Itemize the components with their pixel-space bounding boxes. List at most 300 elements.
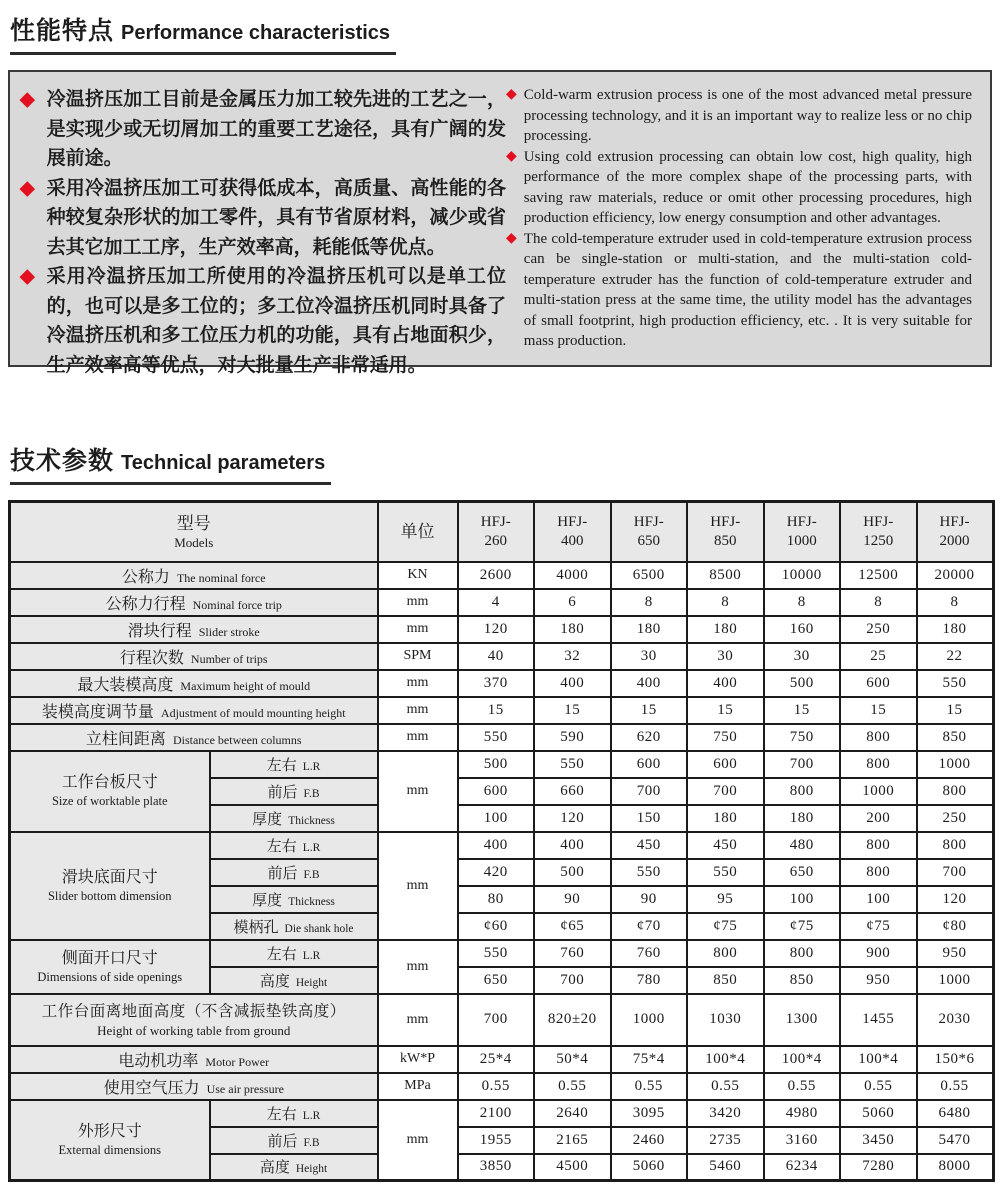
table-header-row bbox=[10, 502, 994, 562]
section-title-parameters bbox=[0, 430, 1000, 485]
feature-text: Cold-warm extrusion process is one of the most advanced metal pressure processing technology, and it is an important way to realize less or no chip processing. bbox=[523, 87, 972, 144]
page-title bbox=[10, 10, 396, 55]
table-row bbox=[10, 562, 994, 589]
row-label bbox=[10, 616, 378, 643]
value-cell: 100*4 bbox=[764, 1046, 841, 1073]
row-label-zh: 工作台面离地面高度（不含减振垫铁高度） bbox=[41, 1002, 346, 1020]
value-cell: 4000 bbox=[534, 562, 611, 589]
value-cell: 500 bbox=[764, 670, 841, 697]
value-cell: 90 bbox=[534, 886, 611, 913]
sub-label bbox=[210, 832, 378, 859]
feature-item bbox=[20, 85, 506, 174]
value-cell: 400 bbox=[534, 832, 611, 859]
value-cell: 0.55 bbox=[687, 1073, 764, 1100]
table-body bbox=[10, 562, 994, 1181]
value-cell: 25*4 bbox=[458, 1046, 535, 1073]
row-unit: mm bbox=[378, 994, 458, 1046]
value-cell: 700 bbox=[764, 751, 841, 778]
value-cell: 750 bbox=[687, 724, 764, 751]
table-row bbox=[10, 940, 994, 967]
value-cell: 420 bbox=[458, 859, 535, 886]
value-cell: 5060 bbox=[611, 1154, 688, 1181]
value-cell: 550 bbox=[611, 859, 688, 886]
row-label-en: Maximum height of mould bbox=[180, 678, 311, 693]
value-cell: 1000 bbox=[917, 751, 994, 778]
value-cell: 800 bbox=[764, 940, 841, 967]
col-header-unit: 单位 bbox=[378, 502, 458, 562]
value-cell: 660 bbox=[534, 778, 611, 805]
model-name-line2: 1000 bbox=[786, 532, 817, 549]
row-unit: mm bbox=[378, 589, 458, 616]
value-cell: 15 bbox=[917, 697, 994, 724]
value-cell: 15 bbox=[840, 697, 917, 724]
value-cell: 20000 bbox=[917, 562, 994, 589]
sub-label-en: Die shank hole bbox=[284, 922, 354, 935]
row-unit: mm bbox=[378, 832, 458, 940]
value-cell: 850 bbox=[917, 724, 994, 751]
value-cell: 550 bbox=[534, 751, 611, 778]
col-header-model bbox=[764, 502, 841, 562]
value-cell: 600 bbox=[611, 751, 688, 778]
value-cell: 15 bbox=[534, 697, 611, 724]
table-row bbox=[10, 1073, 994, 1100]
value-cell: 180 bbox=[687, 616, 764, 643]
value-cell: 15 bbox=[458, 697, 535, 724]
row-unit: MPa bbox=[378, 1073, 458, 1100]
value-cell: 600 bbox=[687, 751, 764, 778]
value-cell: 95 bbox=[687, 886, 764, 913]
row-unit: KN bbox=[378, 562, 458, 589]
model-name-line1: HFJ- bbox=[863, 513, 894, 530]
row-label bbox=[10, 697, 378, 724]
value-cell: 90 bbox=[611, 886, 688, 913]
group-label bbox=[10, 832, 210, 940]
value-cell: 40 bbox=[458, 643, 535, 670]
row-label-en: The nominal force bbox=[176, 570, 266, 585]
col-header-models bbox=[10, 502, 378, 562]
value-cell: 7280 bbox=[840, 1154, 917, 1181]
group-label bbox=[10, 940, 210, 994]
value-cell: 950 bbox=[917, 940, 994, 967]
col-header-model bbox=[687, 502, 764, 562]
value-cell: 180 bbox=[917, 616, 994, 643]
value-cell: 550 bbox=[458, 724, 535, 751]
value-cell: 480 bbox=[764, 832, 841, 859]
technical-parameters-table bbox=[8, 500, 995, 1182]
sub-label bbox=[210, 751, 378, 778]
bullet-diamond-icon: ◆ bbox=[20, 177, 35, 199]
sub-label-zh: 厚度 bbox=[252, 811, 283, 828]
feature-item bbox=[506, 229, 972, 352]
table-row bbox=[10, 1100, 994, 1127]
feature-text: The cold-temperature extruder used in cold-temperature extrusion process can be single-station or multi-station, and the multi-station cold-temperature extruder has the function of cold-temperature extruder and multi-station press at the same time, the utility model has the advantages of small footprint, high production efficiency, etc. . It is very suitable for mass production. bbox=[523, 230, 972, 349]
sub-label-en: F.B bbox=[303, 787, 320, 800]
value-cell: 700 bbox=[917, 859, 994, 886]
bullet-diamond-icon: ◆ bbox=[506, 148, 517, 164]
value-cell: 200 bbox=[840, 805, 917, 832]
col-header-model bbox=[534, 502, 611, 562]
value-cell: 1000 bbox=[917, 967, 994, 994]
table-row bbox=[10, 589, 994, 616]
value-cell: 6480 bbox=[917, 1100, 994, 1127]
section-title-performance bbox=[0, 0, 1000, 55]
value-cell: 22 bbox=[917, 643, 994, 670]
table-row bbox=[10, 751, 994, 778]
value-cell: 700 bbox=[458, 994, 535, 1046]
group-label bbox=[10, 751, 210, 832]
sub-label-en: L.R bbox=[302, 760, 321, 773]
value-cell: 370 bbox=[458, 670, 535, 697]
group-label-zh: 工作台板尺寸 bbox=[61, 774, 158, 791]
value-cell: 3450 bbox=[840, 1127, 917, 1154]
row-label-zh: 滑块行程 bbox=[127, 622, 192, 640]
value-cell: 150*6 bbox=[917, 1046, 994, 1073]
value-cell: 900 bbox=[840, 940, 917, 967]
value-cell: 820±20 bbox=[534, 994, 611, 1046]
value-cell: 3850 bbox=[458, 1154, 535, 1181]
value-cell: 25 bbox=[840, 643, 917, 670]
value-cell: 0.55 bbox=[764, 1073, 841, 1100]
value-cell: 760 bbox=[534, 940, 611, 967]
model-name-line1: HFJ- bbox=[480, 513, 511, 530]
value-cell: 5460 bbox=[687, 1154, 764, 1181]
features-box bbox=[8, 70, 992, 376]
value-cell: 2460 bbox=[611, 1127, 688, 1154]
row-unit: mm bbox=[378, 724, 458, 751]
value-cell: 590 bbox=[534, 724, 611, 751]
value-cell: 120 bbox=[458, 616, 535, 643]
model-name-line2: 2000 bbox=[939, 532, 970, 549]
sub-label bbox=[210, 1100, 378, 1127]
sub-label bbox=[210, 778, 378, 805]
sub-label-en: L.R bbox=[302, 1109, 321, 1122]
value-cell: 800 bbox=[917, 832, 994, 859]
row-label-en: Nominal force trip bbox=[192, 597, 282, 612]
feature-text: 冷温挤压加工目前是金属压力加工较先进的工艺之一，是实现少或无切屑加工的重要工艺途径，具有广阔的发展前途。 bbox=[46, 89, 506, 169]
sub-label-en: L.R bbox=[302, 949, 321, 962]
value-cell: 8000 bbox=[917, 1154, 994, 1181]
value-cell: ¢80 bbox=[917, 913, 994, 940]
value-cell: 100*4 bbox=[840, 1046, 917, 1073]
value-cell: 400 bbox=[458, 832, 535, 859]
model-name-line2: 400 bbox=[561, 532, 584, 549]
model-name-line2: 260 bbox=[484, 532, 507, 549]
value-cell: 550 bbox=[687, 859, 764, 886]
sub-label bbox=[210, 1154, 378, 1181]
value-cell: 30 bbox=[687, 643, 764, 670]
table-row bbox=[10, 616, 994, 643]
sub-label-en: Height bbox=[295, 1163, 328, 1176]
section-title-zh: 技术参数 bbox=[10, 447, 115, 475]
value-cell: 5470 bbox=[917, 1127, 994, 1154]
value-cell: 2165 bbox=[534, 1127, 611, 1154]
value-cell: ¢75 bbox=[687, 913, 764, 940]
value-cell: 8 bbox=[687, 589, 764, 616]
value-cell: 30 bbox=[764, 643, 841, 670]
value-cell: 120 bbox=[534, 805, 611, 832]
section-title-en: Technical parameters bbox=[121, 452, 326, 474]
row-label-zh: 装模高度调节量 bbox=[41, 703, 154, 721]
value-cell: 1300 bbox=[764, 994, 841, 1046]
bullet-diamond-icon: ◆ bbox=[20, 89, 35, 110]
value-cell: 2600 bbox=[458, 562, 535, 589]
value-cell: 80 bbox=[458, 886, 535, 913]
header-models-zh: 型号 bbox=[176, 513, 211, 533]
value-cell: 8 bbox=[840, 589, 917, 616]
value-cell: 160 bbox=[764, 616, 841, 643]
row-label-zh: 使用空气压力 bbox=[103, 1079, 200, 1097]
value-cell: 2640 bbox=[534, 1100, 611, 1127]
value-cell: 700 bbox=[534, 967, 611, 994]
row-label bbox=[10, 670, 378, 697]
sub-label bbox=[210, 886, 378, 913]
model-name-line2: 850 bbox=[714, 532, 737, 549]
value-cell: 550 bbox=[917, 670, 994, 697]
value-cell: 15 bbox=[611, 697, 688, 724]
value-cell: 250 bbox=[840, 616, 917, 643]
value-cell: 5060 bbox=[840, 1100, 917, 1127]
value-cell: 10000 bbox=[764, 562, 841, 589]
value-cell: 850 bbox=[687, 967, 764, 994]
value-cell: 700 bbox=[687, 778, 764, 805]
sub-label bbox=[210, 967, 378, 994]
value-cell: 180 bbox=[534, 616, 611, 643]
value-cell: 0.55 bbox=[840, 1073, 917, 1100]
group-label-zh: 侧面开口尺寸 bbox=[61, 949, 158, 967]
value-cell: 4 bbox=[458, 589, 535, 616]
row-unit: mm bbox=[378, 751, 458, 832]
value-cell: 780 bbox=[611, 967, 688, 994]
row-label-zh: 最大装模高度 bbox=[77, 676, 174, 694]
value-cell: 600 bbox=[458, 778, 535, 805]
sub-label bbox=[210, 913, 378, 940]
value-cell: 700 bbox=[611, 778, 688, 805]
value-cell: 500 bbox=[458, 751, 535, 778]
value-cell: 180 bbox=[687, 805, 764, 832]
value-cell: 3160 bbox=[764, 1127, 841, 1154]
header-models-en: Models bbox=[174, 534, 214, 550]
value-cell: 400 bbox=[611, 670, 688, 697]
value-cell: 0.55 bbox=[534, 1073, 611, 1100]
row-unit: mm bbox=[378, 940, 458, 994]
value-cell: 250 bbox=[917, 805, 994, 832]
model-name-line1: HFJ- bbox=[557, 513, 588, 530]
value-cell: 100 bbox=[458, 805, 535, 832]
bullet-diamond-icon: ◆ bbox=[506, 87, 517, 102]
value-cell: 180 bbox=[611, 616, 688, 643]
row-label-zh: 立柱间距离 bbox=[85, 730, 166, 748]
table-row bbox=[10, 832, 994, 859]
value-cell: 650 bbox=[764, 859, 841, 886]
value-cell: 800 bbox=[764, 778, 841, 805]
row-label-en: Height of working table from ground bbox=[97, 1022, 291, 1038]
value-cell: 400 bbox=[687, 670, 764, 697]
value-cell: 6234 bbox=[764, 1154, 841, 1181]
group-label-en: Slider bottom dimension bbox=[47, 888, 172, 903]
row-label bbox=[10, 1046, 378, 1073]
value-cell: ¢65 bbox=[534, 913, 611, 940]
value-cell: 750 bbox=[764, 724, 841, 751]
value-cell: 8 bbox=[917, 589, 994, 616]
value-cell: 0.55 bbox=[917, 1073, 994, 1100]
value-cell: 15 bbox=[687, 697, 764, 724]
group-label-zh: 外形尺寸 bbox=[77, 1122, 142, 1140]
features-zh-list bbox=[20, 85, 506, 376]
value-cell: 2030 bbox=[917, 994, 994, 1046]
value-cell: 1955 bbox=[458, 1127, 535, 1154]
value-cell: 800 bbox=[840, 724, 917, 751]
value-cell: 450 bbox=[611, 832, 688, 859]
value-cell: 75*4 bbox=[611, 1046, 688, 1073]
value-cell: 4980 bbox=[764, 1100, 841, 1127]
row-label-zh: 公称力行程 bbox=[105, 595, 186, 613]
sub-label bbox=[210, 859, 378, 886]
sub-label bbox=[210, 940, 378, 967]
row-label-en: Distance between columns bbox=[172, 732, 302, 747]
feature-item bbox=[506, 147, 972, 229]
sub-label-en: Thickness bbox=[288, 814, 335, 827]
row-label bbox=[10, 643, 378, 670]
value-cell: 950 bbox=[840, 967, 917, 994]
group-label bbox=[10, 1100, 210, 1181]
value-cell: 550 bbox=[458, 940, 535, 967]
feature-item bbox=[20, 262, 506, 380]
features-en-list bbox=[506, 85, 972, 355]
value-cell: 100 bbox=[840, 886, 917, 913]
sub-label-zh: 左右 bbox=[266, 1106, 297, 1123]
value-cell: 2100 bbox=[458, 1100, 535, 1127]
row-unit: mm bbox=[378, 616, 458, 643]
sub-label-en: Thickness bbox=[288, 895, 335, 908]
value-cell: 8 bbox=[764, 589, 841, 616]
value-cell: 100*4 bbox=[687, 1046, 764, 1073]
section-title-en: Performance characteristics bbox=[121, 22, 391, 44]
value-cell: ¢75 bbox=[840, 913, 917, 940]
sub-label-zh: 前后 bbox=[267, 1133, 298, 1150]
model-name-line2: 1250 bbox=[863, 532, 894, 549]
value-cell: 32 bbox=[534, 643, 611, 670]
model-name-line1: HFJ- bbox=[633, 513, 664, 530]
row-label-zh: 行程次数 bbox=[119, 649, 184, 667]
row-unit: mm bbox=[378, 670, 458, 697]
group-label-en: External dimensions bbox=[58, 1142, 161, 1157]
value-cell: 3095 bbox=[611, 1100, 688, 1127]
value-cell: 0.55 bbox=[611, 1073, 688, 1100]
section-title-zh: 性能特点 bbox=[10, 17, 115, 45]
row-label-en: Adjustment of mould mounting height bbox=[160, 705, 346, 720]
section-title bbox=[10, 440, 331, 485]
col-header-model bbox=[458, 502, 535, 562]
row-unit: mm bbox=[378, 697, 458, 724]
sub-label-en: F.B bbox=[303, 1136, 320, 1149]
model-name-line1: HFJ- bbox=[710, 513, 741, 530]
row-unit: SPM bbox=[378, 643, 458, 670]
row-label bbox=[10, 589, 378, 616]
feature-item bbox=[20, 174, 506, 263]
value-cell: 800 bbox=[687, 940, 764, 967]
group-label-en: Size of worktable plate bbox=[51, 794, 168, 808]
value-cell: 12500 bbox=[840, 562, 917, 589]
model-name-line1: HFJ- bbox=[939, 513, 970, 530]
col-header-model bbox=[840, 502, 917, 562]
sub-label-en: F.B bbox=[303, 868, 320, 881]
row-label bbox=[10, 1073, 378, 1100]
sub-label-zh: 前后 bbox=[267, 865, 298, 882]
feature-item bbox=[506, 85, 972, 147]
row-label-en: Number of trips bbox=[190, 651, 268, 666]
sub-label-zh: 左右 bbox=[266, 946, 297, 963]
row-label-zh: 电动机功率 bbox=[118, 1052, 199, 1070]
value-cell: 800 bbox=[917, 778, 994, 805]
bullet-diamond-icon: ◆ bbox=[506, 230, 517, 246]
feature-text: Using cold extrusion processing can obtain low cost, high quality, high performance of the more complex shape of the processing parts, with saving raw materials, reduce or omit other processing procedures, high production efficiency, low energy consumption and other advantages. bbox=[523, 148, 972, 226]
value-cell: 6 bbox=[534, 589, 611, 616]
group-label-zh: 滑块底面尺寸 bbox=[61, 868, 158, 886]
value-cell: 620 bbox=[611, 724, 688, 751]
row-label bbox=[10, 994, 378, 1046]
table-row bbox=[10, 724, 994, 751]
value-cell: 800 bbox=[840, 751, 917, 778]
table-row bbox=[10, 697, 994, 724]
table-row bbox=[10, 1046, 994, 1073]
feature-text: 采用冷温挤压加工可获得低成本，高质量、高性能的各种较复杂形状的加工零件，具有节省原材料，减少或省去其它加工工序，生产效率高，耗能低等优点。 bbox=[46, 177, 506, 258]
sub-label-zh: 左右 bbox=[266, 757, 297, 774]
value-cell: 100 bbox=[764, 886, 841, 913]
value-cell: 1000 bbox=[840, 778, 917, 805]
value-cell: 30 bbox=[611, 643, 688, 670]
sub-label bbox=[210, 1127, 378, 1154]
row-label bbox=[10, 724, 378, 751]
value-cell: 600 bbox=[840, 670, 917, 697]
sub-label bbox=[210, 805, 378, 832]
row-label-en: Slider stroke bbox=[198, 624, 260, 639]
value-cell: 0.55 bbox=[458, 1073, 535, 1100]
value-cell: 1000 bbox=[611, 994, 688, 1046]
col-header-model bbox=[917, 502, 994, 562]
value-cell: 6500 bbox=[611, 562, 688, 589]
row-label-en: Motor Power bbox=[205, 1054, 270, 1069]
table-row bbox=[10, 670, 994, 697]
row-label-zh: 公称力 bbox=[121, 568, 170, 586]
value-cell: 850 bbox=[764, 967, 841, 994]
value-cell: 180 bbox=[764, 805, 841, 832]
value-cell: 1455 bbox=[840, 994, 917, 1046]
sub-label-zh: 前后 bbox=[267, 784, 298, 801]
value-cell: 150 bbox=[611, 805, 688, 832]
value-cell: 4500 bbox=[534, 1154, 611, 1181]
value-cell: 450 bbox=[687, 832, 764, 859]
model-name-line2: 650 bbox=[637, 532, 660, 549]
value-cell: 400 bbox=[534, 670, 611, 697]
value-cell: 800 bbox=[840, 859, 917, 886]
sub-label-en: Height bbox=[295, 976, 328, 989]
table-row bbox=[10, 994, 994, 1046]
feature-text: 采用冷温挤压加工所使用的冷温挤压机可以是单工位的，也可以是多工位的；多工位冷温挤压机同时具备了冷温挤压机和多工位压力机的功能，具有占地面积少，生产效率高等优点，对大批量生产非常适用。 bbox=[46, 266, 506, 376]
sub-label-zh: 高度 bbox=[259, 1160, 290, 1177]
value-cell: 2735 bbox=[687, 1127, 764, 1154]
row-unit: kW*P bbox=[378, 1046, 458, 1073]
sub-label-zh: 左右 bbox=[266, 838, 297, 855]
group-label-en: Dimensions of side openings bbox=[37, 969, 183, 984]
sub-label-zh: 高度 bbox=[259, 973, 290, 990]
bullet-diamond-icon: ◆ bbox=[20, 266, 35, 287]
table-head bbox=[10, 502, 994, 562]
table-row bbox=[10, 643, 994, 670]
sub-label-en: L.R bbox=[302, 841, 321, 854]
value-cell: 1030 bbox=[687, 994, 764, 1046]
value-cell: 650 bbox=[458, 967, 535, 994]
value-cell: 50*4 bbox=[534, 1046, 611, 1073]
